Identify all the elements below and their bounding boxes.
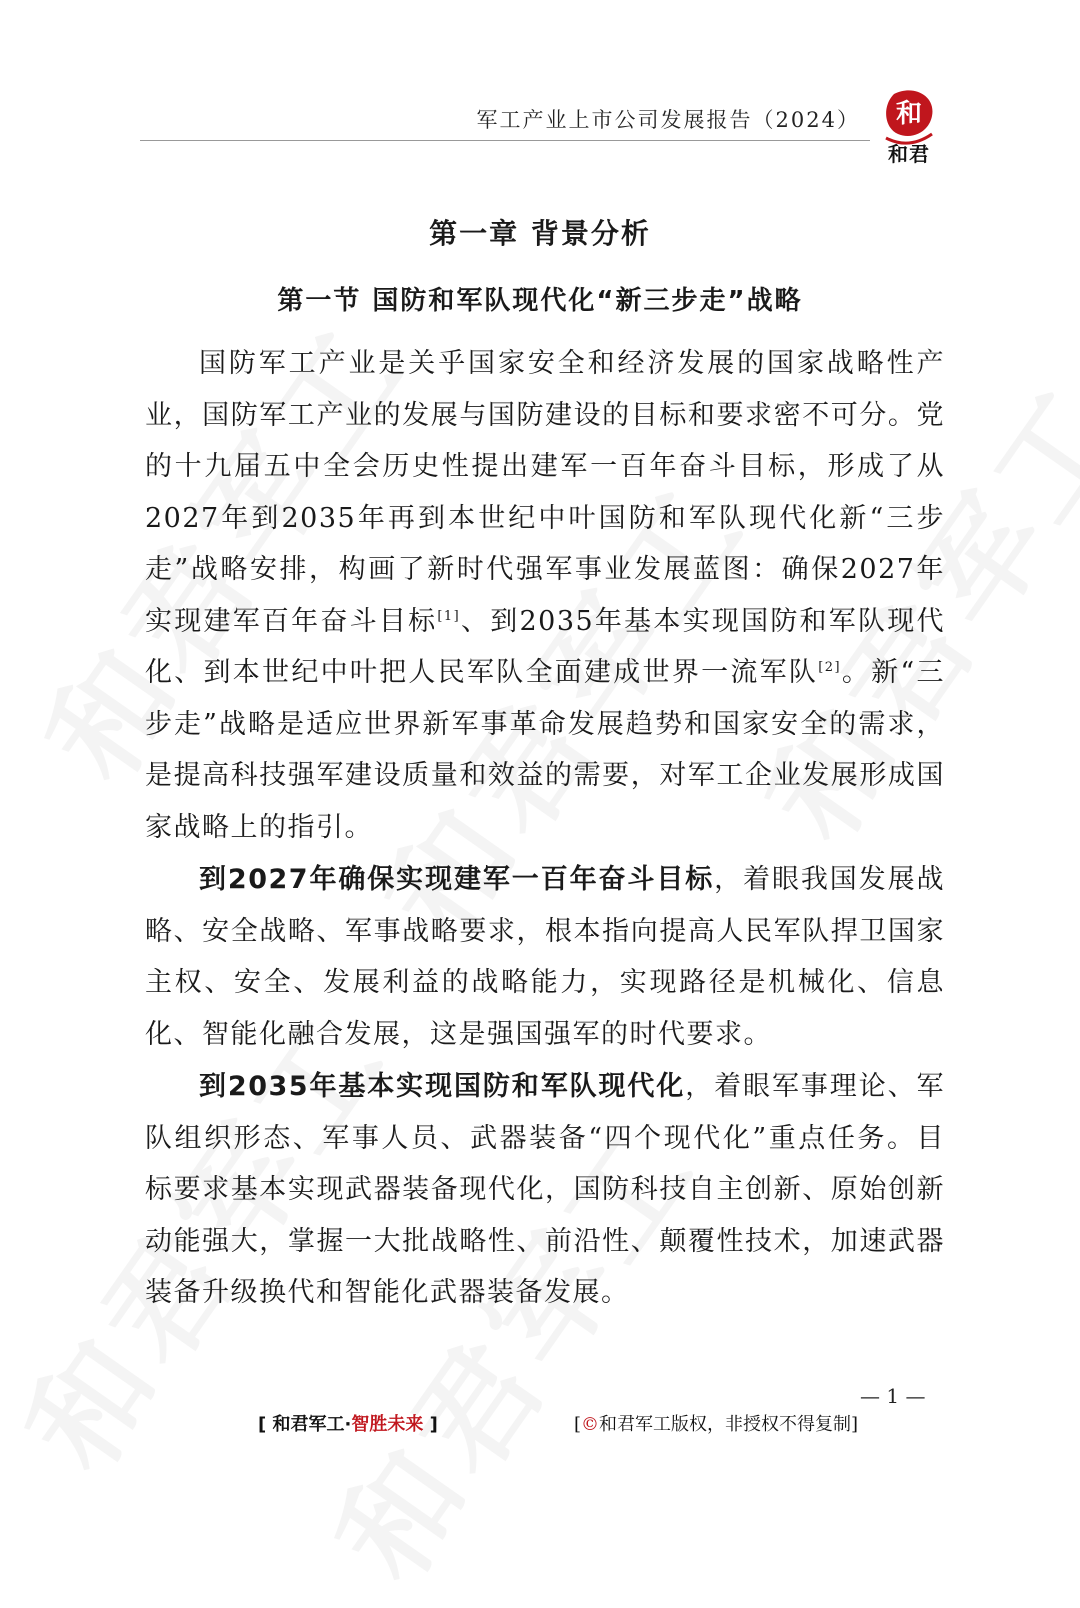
body-content [145,338,945,1320]
paragraph-3: 到2035年基本实现国防和军队现代化，着眼军事理论、军队组织形态、军事人员、武器装备“四个现代化”重点任务。目标要求基本实现武器装备现代化，国防科技自主创新、原始创新动能强大，掌握一大批战略性、前沿性、颠覆性技术，加速武器装备升级换代和智能化武器装备发展。 [145,1071,945,1308]
brand-logo-text: 和君 [888,142,930,166]
footnote-ref-1[interactable]: [1] [437,608,461,624]
copyright-icon: © [581,1414,600,1435]
section-title: 第一节 国防和军队现代化“新三步走”战略 [277,286,803,316]
paragraph-1: 国防军工产业是关乎国家安全和经济发展的国家战略性产业，国防军工产业的发展与国防建设的目标和要求密不可分。党的十九届五中全会历史性提出建军一百年奋斗目标，形成了从2027年到2035年再到本世纪中叶国防和军队现代化新“三步走”战略安排，构画了新时代强军事业发展蓝图：确保2027年实现建军百年奋斗目标[1]、到2035年基本实现国防和军队现代化、到本世纪中叶把人民军队全面建成世界一流军队[2]。新“三步走”战略是适应世界新军事革命发展趋势和国家安全的需求，是提高科技强军建设质量和效益的需要，对军工企业发展形成国家战略上的指引。 [145,348,946,843]
header-title: 军工产业上市公司发展报告（2024） [476,108,860,132]
footer-copyright: [©和君军工版权，非授权不得复制] [574,1414,859,1435]
page-number: — 1 — [860,1384,926,1408]
paragraph-2: 到2027年确保实现建军一百年奋斗目标，着眼我国发展战略、安全战略、军事战略要求，根本指向提高人民军队捍卫国家主权、安全、发展利益的战略能力，实现路径是机械化、信息化、智能化融合发展，这是强国强军的时代要求。 [145,864,945,1050]
paragraph-3-lead: 到2035年基本实现国防和军队现代化 [199,1071,686,1102]
paragraph-2-lead: 到2027年确保实现建军一百年奋斗目标 [199,864,715,895]
chapter-title: 第一章 背景分析 [429,217,651,250]
footnote-ref-2[interactable]: [2] [818,660,842,675]
footer-slogan: [ 和君军工·智胜未来 ] [258,1414,438,1435]
header-divider [140,140,870,141]
svg-text:和: 和 [895,99,923,129]
